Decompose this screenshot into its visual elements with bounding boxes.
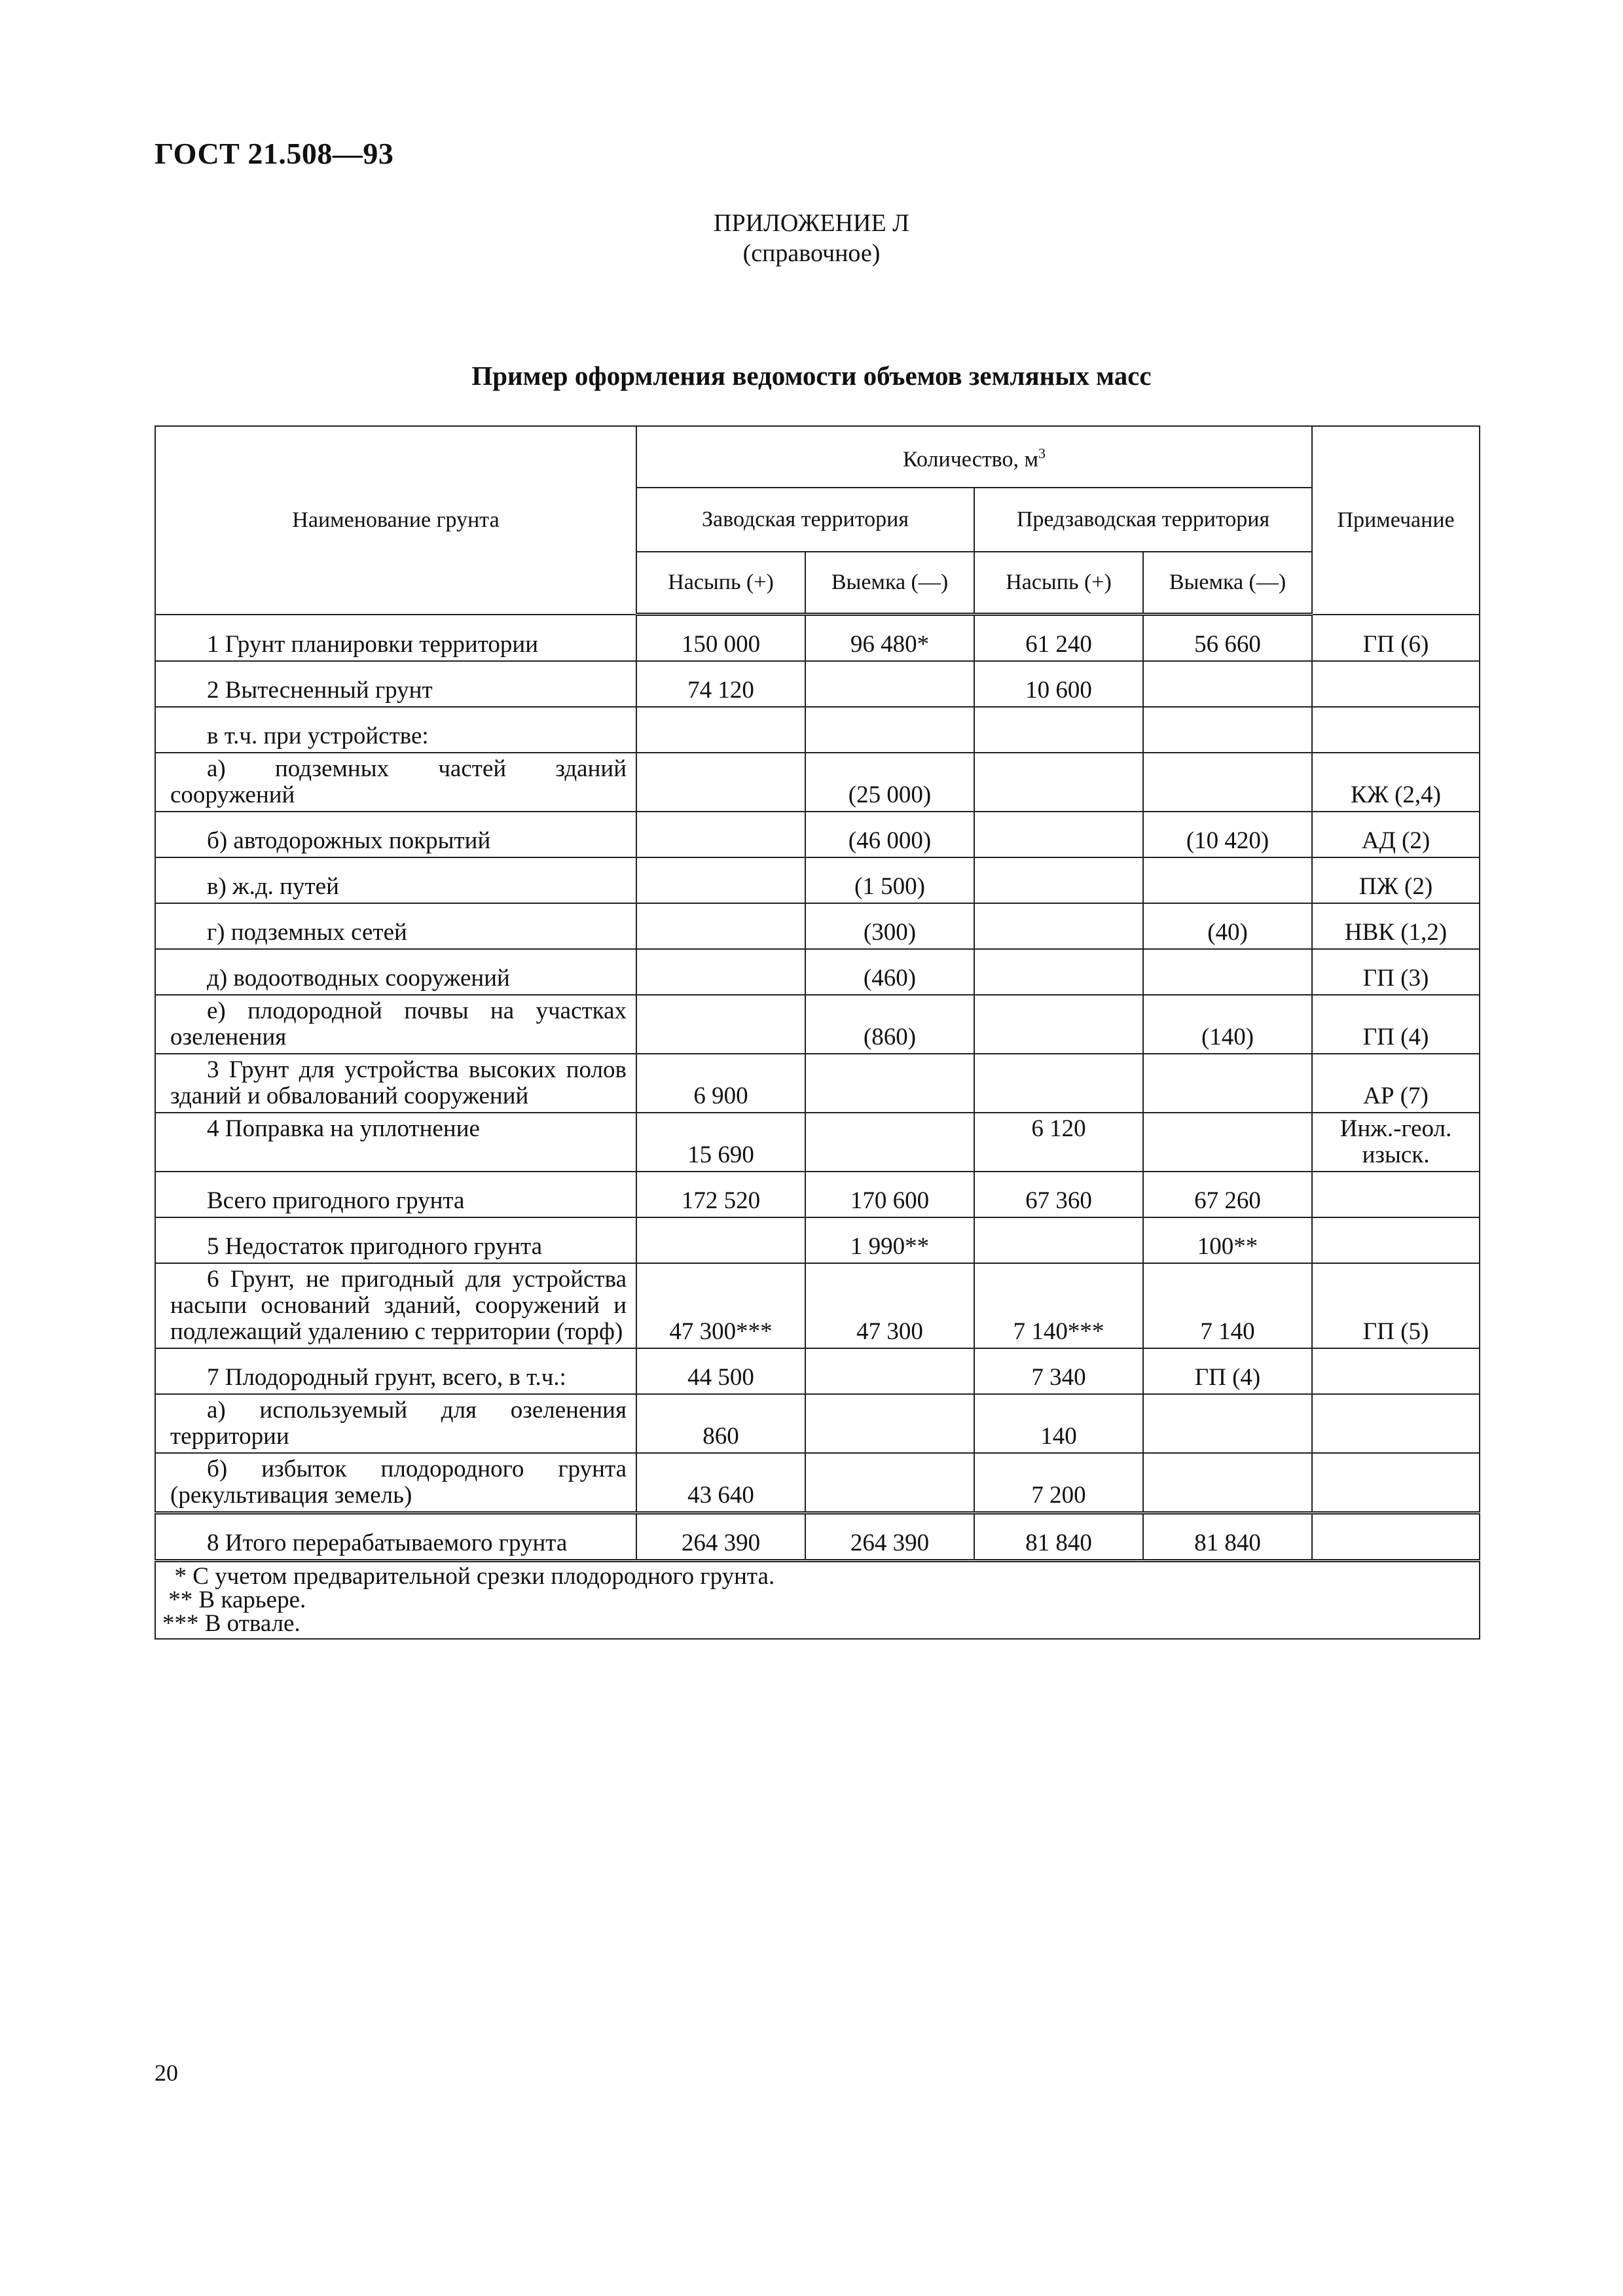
cell-soil-name: 1 Грунт планировки территории [155, 615, 636, 662]
cell-predzavod-nasyp [974, 1054, 1143, 1113]
cell-zavod-vyemka: (860) [805, 995, 974, 1054]
cell-zavod-nasyp [636, 753, 805, 812]
footnote: ** В карьере. [162, 1587, 306, 1613]
cell-predzavod-nasyp: 67 360 [974, 1172, 1143, 1217]
cell-zavod-vyemka [805, 1348, 974, 1394]
cell-predzavod-nasyp: 140 [974, 1394, 1143, 1453]
cell-soil-name: е) плодородной почвы на участках озеленения [155, 995, 636, 1054]
cell-soil-name: а) используемый для озеленения территории [155, 1394, 636, 1453]
cell-predzavod-nasyp [974, 1217, 1143, 1263]
table-row [155, 1453, 1480, 1513]
cell-soil-name: Всего пригодного грунта [155, 1172, 636, 1217]
cell-note [1312, 1394, 1480, 1453]
cell-predzavod-vyemka [1143, 707, 1312, 753]
earthwork-volume-table [155, 425, 1480, 1640]
cell-zavod-nasyp: 74 120 [636, 661, 805, 707]
cell-predzavod-vyemka: 81 840 [1143, 1513, 1312, 1561]
cell-predzavod-nasyp: 10 600 [974, 661, 1143, 707]
header-predzavod-vyemka: Выемка (—) [1143, 552, 1312, 615]
cell-soil-name: 6 Грунт, не пригодный для устройства насыпи оснований зданий, сооружений и подлежащий удалению с территории (торф) [155, 1263, 636, 1348]
document-code: ГОСТ 21.508—93 [155, 137, 394, 170]
appendix-title: ПРИЛОЖЕНИЕ Л [714, 209, 909, 237]
table-row-total [155, 1513, 1480, 1561]
page-number: 20 [155, 2060, 178, 2086]
cell-predzavod-vyemka [1143, 1453, 1312, 1513]
table-heading: Пример оформления ведомости объемов земляных масс [471, 361, 1152, 391]
cell-zavod-vyemka: 96 480* [805, 615, 974, 662]
cell-zavod-vyemka: (25 000) [805, 753, 974, 812]
appendix-block [0, 208, 1623, 268]
table-row [155, 1263, 1480, 1348]
table-row [155, 661, 1480, 707]
cell-zavod-vyemka: (460) [805, 949, 974, 995]
cell-predzavod-vyemka [1143, 661, 1312, 707]
cell-zavod-nasyp: 172 520 [636, 1172, 805, 1217]
cell-note [1312, 1513, 1480, 1561]
cell-soil-name: 2 Вытесненный грунт [155, 661, 636, 707]
table-row [155, 1113, 1480, 1172]
cell-zavod-nasyp: 43 640 [636, 1453, 805, 1513]
appendix-subtitle: (справочное) [742, 240, 881, 267]
cell-predzavod-vyemka [1143, 857, 1312, 903]
table-row [155, 707, 1480, 753]
table-row [155, 1054, 1480, 1113]
cell-note: НВК (1,2) [1312, 903, 1480, 949]
table-row [155, 615, 1480, 662]
cell-predzavod-vyemka: (40) [1143, 903, 1312, 949]
table-row [155, 1217, 1480, 1263]
cell-predzavod-vyemka: 56 660 [1143, 615, 1312, 662]
header-zavod-territory: Заводская территория [636, 488, 974, 552]
cell-predzavod-nasyp [974, 995, 1143, 1054]
cell-zavod-vyemka: (1 500) [805, 857, 974, 903]
table-body [155, 615, 1480, 1640]
cell-zavod-nasyp: 150 000 [636, 615, 805, 662]
cell-predzavod-vyemka: 67 260 [1143, 1172, 1312, 1217]
table-row [155, 812, 1480, 857]
cell-note: ГП (5) [1312, 1263, 1480, 1348]
cell-predzavod-vyemka: (10 420) [1143, 812, 1312, 857]
cell-predzavod-nasyp [974, 857, 1143, 903]
cell-zavod-nasyp: 15 690 [636, 1113, 805, 1172]
cell-predzavod-vyemka: 7 140 [1143, 1263, 1312, 1348]
cell-predzavod-vyemka [1143, 1113, 1312, 1172]
header-quantity-unit-sup: 3 [1038, 445, 1046, 462]
cell-predzavod-nasyp [974, 812, 1143, 857]
cell-zavod-vyemka [805, 1113, 974, 1172]
cell-note [1312, 661, 1480, 707]
table-row [155, 949, 1480, 995]
cell-zavod-vyemka [805, 1394, 974, 1453]
cell-predzavod-nasyp: 81 840 [974, 1513, 1143, 1561]
cell-predzavod-nasyp: 7 340 [974, 1348, 1143, 1394]
cell-predzavod-nasyp [974, 949, 1143, 995]
footnote: * С учетом предварительной срезки плодородного грунта. [162, 1563, 775, 1590]
table-row [155, 903, 1480, 949]
cell-soil-name: 4 Поправка на уплотнение [155, 1113, 636, 1172]
cell-zavod-nasyp [636, 1217, 805, 1263]
footnotes [155, 1561, 1480, 1640]
table-row [155, 1172, 1480, 1217]
cell-note: Инж.-геол. изыск. [1312, 1113, 1480, 1172]
table-row [155, 1394, 1480, 1453]
cell-zavod-nasyp: 47 300*** [636, 1263, 805, 1348]
header-quantity-text: Количество, м [903, 447, 1039, 472]
cell-note: ГП (6) [1312, 615, 1480, 662]
cell-note: ПЖ (2) [1312, 857, 1480, 903]
cell-zavod-vyemka [805, 707, 974, 753]
cell-zavod-vyemka: 170 600 [805, 1172, 974, 1217]
cell-zavod-nasyp [636, 949, 805, 995]
cell-note: ГП (3) [1312, 949, 1480, 995]
header-zavod-vyemka: Выемка (—) [805, 552, 974, 615]
cell-predzavod-vyemka [1143, 949, 1312, 995]
cell-note [1312, 1217, 1480, 1263]
header-predzavod-territory: Предзаводская территория [974, 488, 1312, 552]
cell-zavod-nasyp: 264 390 [636, 1513, 805, 1561]
table-row [155, 995, 1480, 1054]
table-row [155, 753, 1480, 812]
cell-note [1312, 707, 1480, 753]
cell-note [1312, 1348, 1480, 1394]
cell-predzavod-nasyp: 7 200 [974, 1453, 1143, 1513]
cell-soil-name: в) ж.д. путей [155, 857, 636, 903]
cell-zavod-vyemka: 47 300 [805, 1263, 974, 1348]
table-row [155, 857, 1480, 903]
cell-soil-name: б) автодорожных покрытий [155, 812, 636, 857]
cell-zavod-vyemka [805, 1453, 974, 1513]
header-zavod-nasyp: Насыпь (+) [636, 552, 805, 615]
cell-zavod-nasyp [636, 812, 805, 857]
cell-predzavod-nasyp: 7 140*** [974, 1263, 1143, 1348]
cell-soil-name: 7 Плодородный грунт, всего, в т.ч.: [155, 1348, 636, 1394]
cell-note [1312, 1453, 1480, 1513]
cell-soil-name: б) избыток плодородного грунта (рекультивация земель) [155, 1453, 636, 1513]
cell-predzavod-nasyp: 6 120 [974, 1113, 1143, 1172]
cell-zavod-nasyp: 44 500 [636, 1348, 805, 1394]
cell-soil-name: 5 Недостаток пригодного грунта [155, 1217, 636, 1263]
header-quantity [636, 426, 1312, 488]
cell-soil-name: 8 Итого перерабатываемого грунта [155, 1513, 636, 1561]
header-predzavod-nasyp: Насыпь (+) [974, 552, 1143, 615]
cell-zavod-nasyp [636, 707, 805, 753]
cell-zavod-nasyp [636, 995, 805, 1054]
cell-zavod-vyemka: (46 000) [805, 812, 974, 857]
cell-predzavod-nasyp: 61 240 [974, 615, 1143, 662]
cell-predzavod-nasyp [974, 707, 1143, 753]
cell-soil-name: в т.ч. при устройстве: [155, 707, 636, 753]
cell-note: КЖ (2,4) [1312, 753, 1480, 812]
cell-note: ГП (4) [1312, 995, 1480, 1054]
cell-predzavod-vyemka [1143, 1054, 1312, 1113]
cell-note [1312, 1172, 1480, 1217]
cell-zavod-vyemka: 264 390 [805, 1513, 974, 1561]
cell-zavod-vyemka [805, 1054, 974, 1113]
cell-predzavod-vyemka: (140) [1143, 995, 1312, 1054]
cell-zavod-vyemka: (300) [805, 903, 974, 949]
cell-soil-name: а) подземных частей зданий сооружений [155, 753, 636, 812]
cell-soil-name: д) водоотводных сооружений [155, 949, 636, 995]
cell-predzavod-nasyp [974, 903, 1143, 949]
cell-predzavod-vyemka: 100** [1143, 1217, 1312, 1263]
cell-note: АД (2) [1312, 812, 1480, 857]
table-row [155, 1348, 1480, 1394]
cell-soil-name: г) подземных сетей [155, 903, 636, 949]
cell-zavod-nasyp [636, 903, 805, 949]
cell-predzavod-vyemka: ГП (4) [1143, 1348, 1312, 1394]
cell-predzavod-vyemka [1143, 753, 1312, 812]
cell-zavod-nasyp: 6 900 [636, 1054, 805, 1113]
cell-soil-name: 3 Грунт для устройства высоких полов зданий и обвалований сооружений [155, 1054, 636, 1113]
header-note: Примечание [1312, 426, 1480, 615]
cell-note: АР (7) [1312, 1054, 1480, 1113]
footnotes-row [155, 1561, 1480, 1640]
cell-zavod-vyemka: 1 990** [805, 1217, 974, 1263]
cell-zavod-nasyp: 860 [636, 1394, 805, 1453]
cell-predzavod-vyemka [1143, 1394, 1312, 1453]
header-soil-name: Наименование грунта [155, 426, 636, 615]
cell-zavod-vyemka [805, 661, 974, 707]
cell-predzavod-nasyp [974, 753, 1143, 812]
footnote: *** В отвале. [162, 1610, 301, 1637]
cell-zavod-nasyp [636, 857, 805, 903]
